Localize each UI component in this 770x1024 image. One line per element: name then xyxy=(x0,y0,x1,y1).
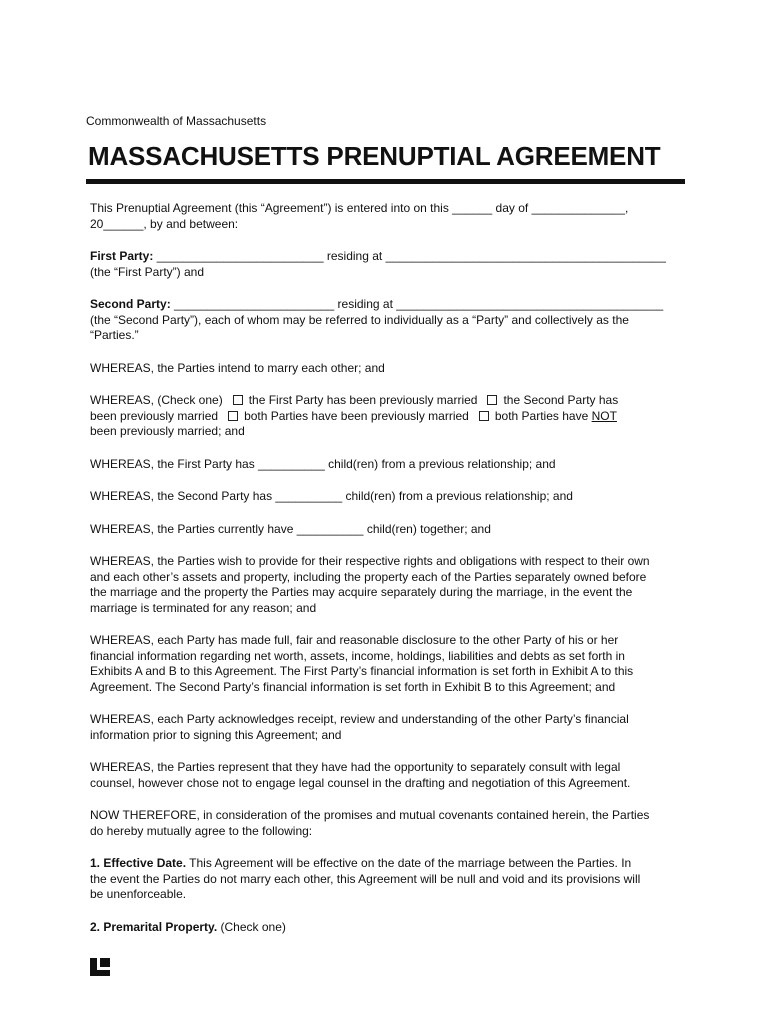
section-effective-date xyxy=(90,856,684,903)
first-party-paragraph xyxy=(90,249,684,280)
checkbox-both-married[interactable] xyxy=(228,411,238,421)
intro-paragraph xyxy=(90,201,684,232)
whereas-rights xyxy=(90,554,684,616)
first-party-line-2: (the “First Party”) and xyxy=(90,264,205,279)
option-neither-married-end: been previously married; and xyxy=(90,424,245,438)
whereas-disclosure-line: Exhibits A and B to this Agreement. The First Party’s financial information is set forth in Exhibit A to this xyxy=(90,664,634,678)
option-neither-married-pre: both Parties have xyxy=(494,408,592,423)
state-label: Commonwealth of Massachusetts xyxy=(86,114,267,128)
whereas-disclosure xyxy=(90,633,684,695)
checkbox-first-party-married[interactable] xyxy=(233,395,243,405)
whereas-disclosure-line: Agreement. The Second Party’s financial information is set forth in Exhibit B to this Agreement; and xyxy=(90,679,616,694)
whereas-rights-line: and each other’s assets and property, including the property each of the Parties separately owned before xyxy=(90,569,647,584)
checkbox-second-party-married[interactable] xyxy=(487,395,497,405)
option-second-party-married-a: the Second Party has xyxy=(503,393,619,407)
intro-line-2: 20______, by and between: xyxy=(90,216,239,231)
second-party-blanks: ________________________ residing at ________________________________________ xyxy=(170,297,664,311)
whereas-disclosure-line: financial information regarding net worth, assets, income, holdings, liabilities and debts as set forth in xyxy=(90,648,625,663)
whereas-first-party-children: WHEREAS, the First Party has __________ child(ren) from a previous relationship; and xyxy=(90,456,556,471)
whereas-counsel-line: WHEREAS, the Parties represent that they have had the opportunity to separately consult with legal xyxy=(90,760,621,774)
section-1-line-3: be unenforceable. xyxy=(90,887,187,901)
whereas-rights-line: the marriage and the property the Parties may acquire separately during the marriage, in the event the xyxy=(90,585,633,599)
section-1-heading: 1. Effective Date. xyxy=(90,856,187,870)
section-1-line-1: This Agreement will be effective on the date of the marriage between the Parties. In xyxy=(186,856,632,870)
whereas-marital-status xyxy=(90,393,684,440)
whereas-children-together: WHEREAS, the Parties currently have __________ child(ren) together; and xyxy=(90,521,491,536)
whereas-marry: WHEREAS, the Parties intend to marry each other; and xyxy=(90,360,385,375)
whereas-rights-line: WHEREAS, the Parties wish to provide for their respective rights and obligations with respect to their own xyxy=(90,554,650,568)
option-both-married: both Parties have been previously married xyxy=(244,408,469,423)
now-therefore-line: NOW THEREFORE, in consideration of the promises and mutual covenants contained herein, the Parties xyxy=(90,808,650,822)
brand-logo-icon xyxy=(90,958,110,976)
second-party-label: Second Party: xyxy=(90,297,171,311)
option-second-party-married-b: been previously married xyxy=(90,408,219,423)
whereas-receipt-line: information prior to signing this Agreement; and xyxy=(90,727,342,742)
whereas-counsel xyxy=(90,760,684,791)
intro-line-1: This Prenuptial Agreement (this “Agreement”) is entered into on this ______ day of ______________, xyxy=(90,201,629,215)
second-party-line-2: (the “Second Party”), each of whom may be referred to individually as a “Party” and collectively as the xyxy=(90,312,629,327)
first-party-blanks: _________________________ residing at __________________________________________ xyxy=(153,249,666,263)
option-first-party-married: the First Party has been previously married xyxy=(248,393,478,407)
title-rule xyxy=(86,179,685,184)
first-party-label: First Party: xyxy=(90,249,154,263)
whereas-counsel-line: counsel, however chose not to engage legal counsel in the drafting and negotiation of this Agreement. xyxy=(90,775,631,790)
whereas-second-party-children: WHEREAS, the Second Party has __________ child(ren) from a previous relationship; and xyxy=(90,489,573,503)
agreement-body xyxy=(90,201,684,935)
whereas-receipt-line: WHEREAS, each Party acknowledges receipt, review and understanding of the other Party’s financial xyxy=(90,712,629,726)
option-neither-married-not: NOT xyxy=(591,408,617,423)
now-therefore-line: do hereby mutually agree to the following: xyxy=(90,823,313,838)
section-1-line-2: the event the Parties do not marry each other, this Agreement will be null and void and its provisions will xyxy=(90,871,641,886)
whereas-rights-line: marriage is terminated for any reason; and xyxy=(90,600,317,615)
checkbox-neither-married[interactable] xyxy=(479,411,489,421)
section-premarital-property xyxy=(90,920,684,936)
section-2-heading: 2. Premarital Property. xyxy=(90,919,218,934)
whereas-check-lead: WHEREAS, (Check one) xyxy=(90,393,223,407)
section-2-rest: (Check one) xyxy=(217,919,286,934)
now-therefore xyxy=(90,808,684,839)
whereas-disclosure-line: WHEREAS, each Party has made full, fair and reasonable disclosure to the other Party of his or her xyxy=(90,633,619,647)
second-party-paragraph xyxy=(90,297,684,344)
second-party-line-3: “Parties.” xyxy=(90,328,139,342)
document-title: MASSACHUSETTS PRENUPTIAL AGREEMENT xyxy=(88,141,661,171)
whereas-receipt xyxy=(90,712,684,743)
